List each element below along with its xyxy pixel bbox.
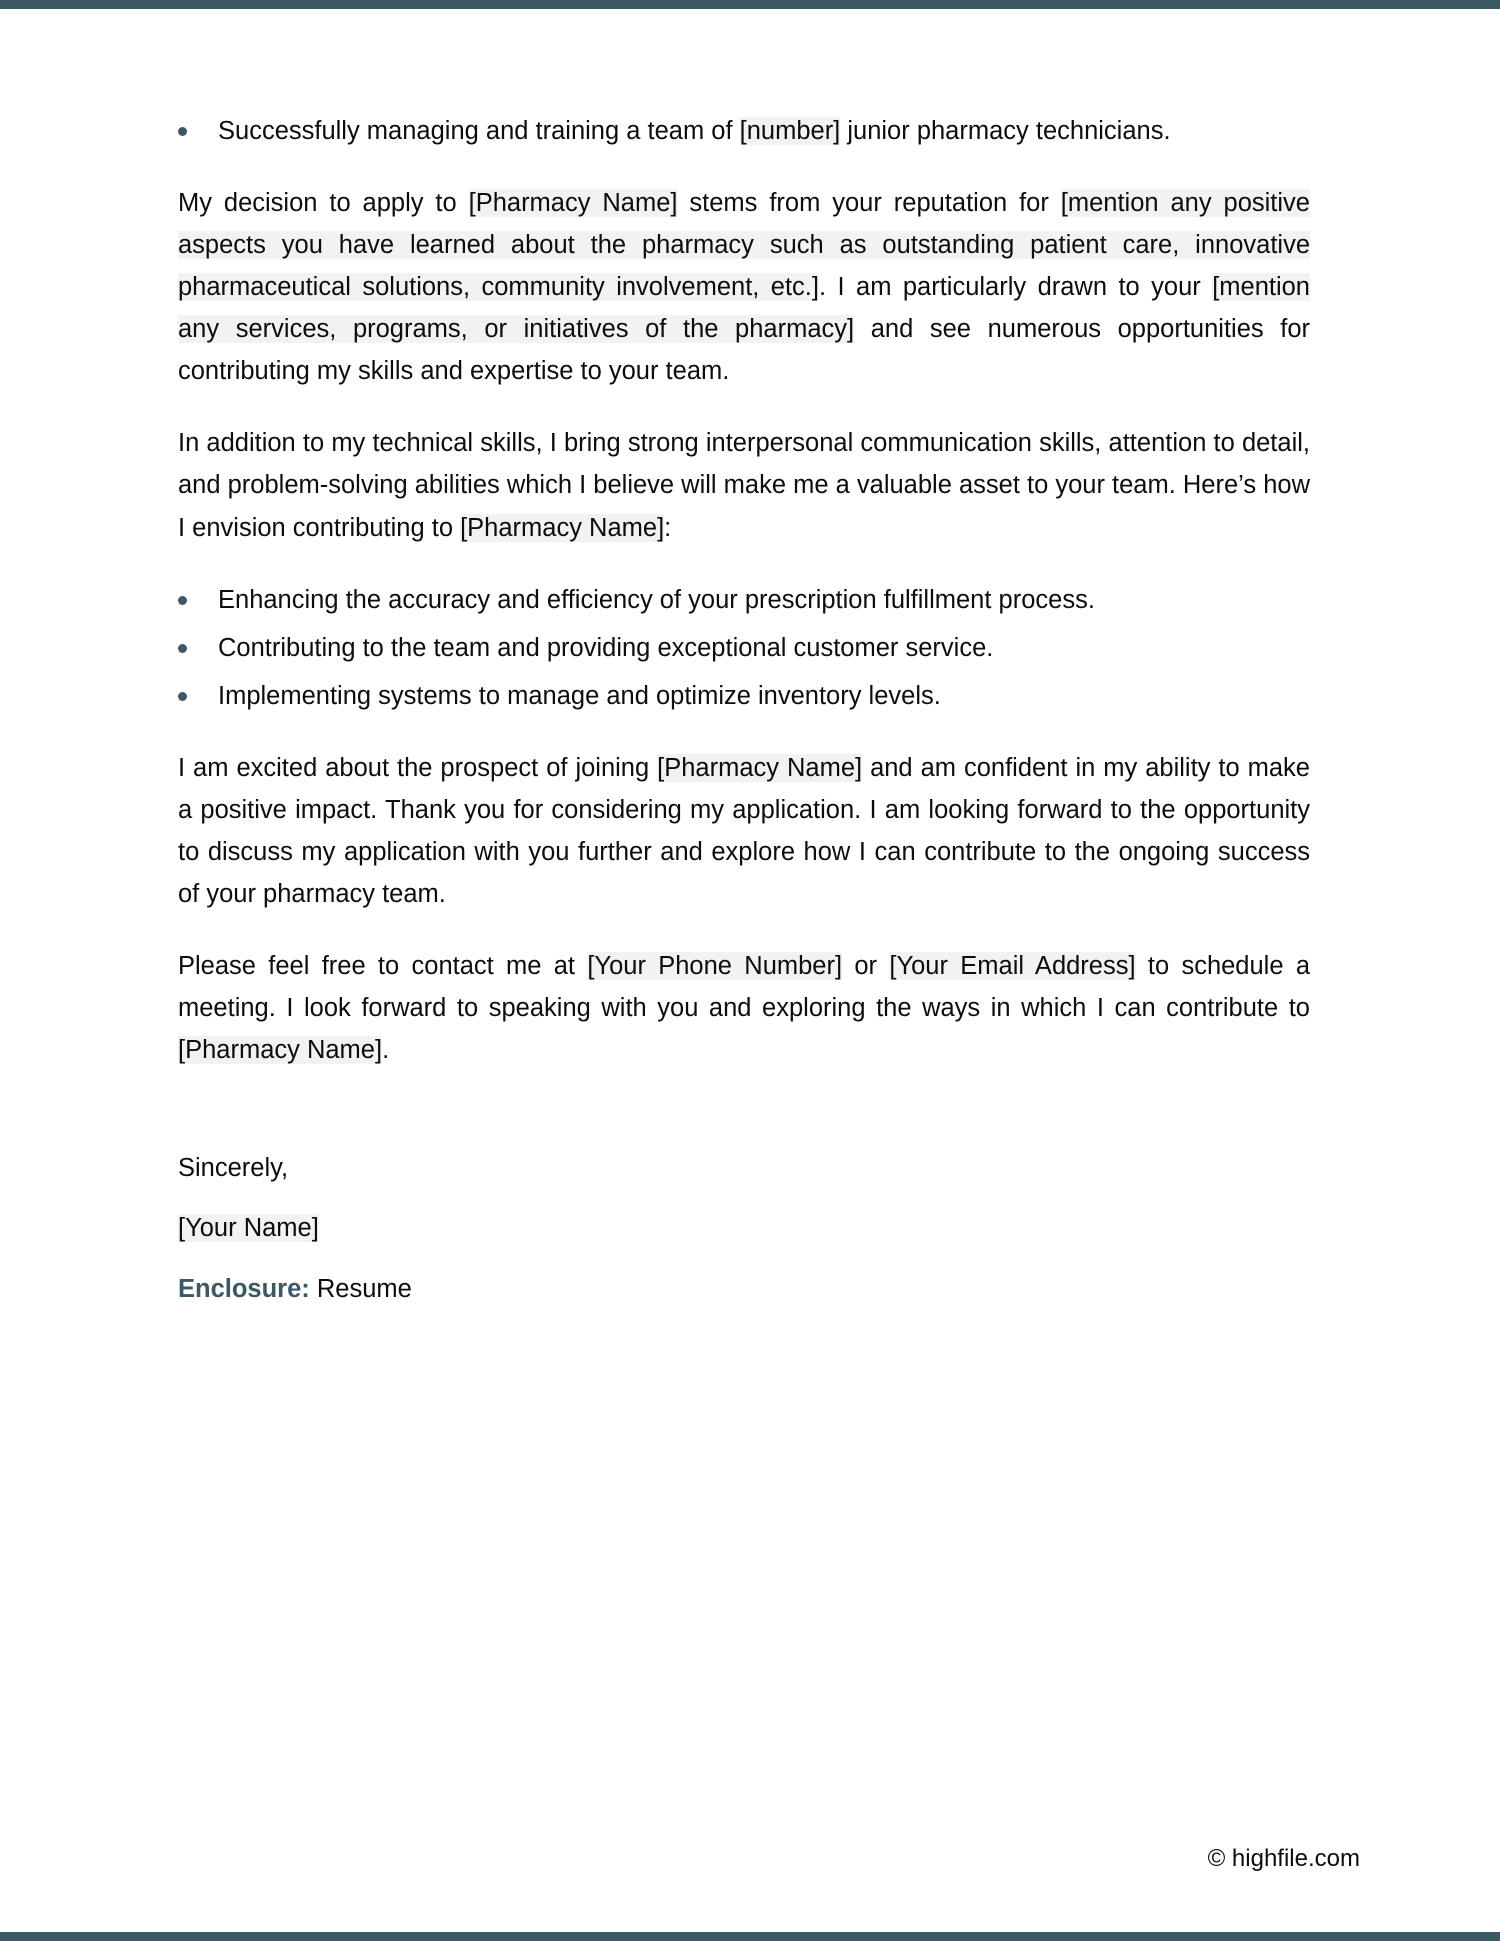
placeholder-positive-aspects: [mention any positive aspects you have learned about the pharmacy such as outstanding patient care, innovative pharmaceutical solutions, community involvement, etc.] [178,189,1310,302]
list-item [178,110,1310,152]
list-item [178,579,1310,621]
list-item [178,627,1310,669]
bullet-dot-icon [178,596,187,605]
placeholder-pharmacy-name: [Pharmacy Name] [178,1036,383,1065]
footer-credit: © highfile.com [1207,1845,1360,1872]
contribution-bullet-list [178,579,1310,717]
excitement-part-2: and am confident in my ability to make a positive impact. Thank you for considering my application. I am looking forward to the opportunity to discuss my application with you further and explore how I can contribute to the ongoing success of your pharmacy team. [178,753,1310,908]
signature-block [178,1149,1310,1308]
motivation-part-4: and see numerous opportunities for contributing my skills and expertise to your team. [178,315,1310,386]
excitement-part-1: I am excited about the prospect of joining [178,753,658,782]
contact-part-1: Please feel free to contact me at [178,952,588,980]
bullet-text-after: junior pharmacy technicians. [840,117,1171,145]
list-item-label: Enhancing the accuracy and efficiency of your prescription fulfillment process. [218,585,1095,614]
experience-bullet-list [178,110,1310,152]
placeholder-email-address: [Your Email Address] [889,952,1136,980]
page-bottom-accent-bar [0,1932,1500,1941]
placeholder-pharmacy-name: [Pharmacy Name] [468,189,678,218]
bullet-dot-icon [178,127,187,136]
enclosure-label: Enclosure: [178,1274,310,1303]
placeholder-services-programs: [mention any services, programs, or initiatives of the pharmacy] [178,273,1310,344]
enclosure-value: Resume [309,1274,412,1303]
skills-part-2: : [664,513,672,542]
contact-part-4: . [382,1036,390,1065]
placeholder-number: [number] [739,117,841,145]
bullet-dot-icon [178,644,187,653]
motivation-part-2: stems from your reputation for [677,189,1061,218]
motivation-part-3: . I am particularly drawn to your [818,273,1213,302]
skills-part-1: In addition to my technical skills, I bring strong interpersonal communication skills, attention to detail, and problem-solving abilities which I believe will make me a valuable asset to your team. Here’s how I envision contributing to [178,429,1310,542]
letter-body [178,110,1310,1308]
enclosure-line [178,1270,1310,1308]
placeholder-your-name: [Your Name] [178,1214,319,1243]
paragraph-excitement [178,747,1310,915]
paragraph-motivation [178,182,1310,392]
contact-part-2: or [842,952,890,980]
list-item [178,675,1310,717]
paragraph-contact [178,945,1310,1071]
contact-part-3: to schedule a meeting. I look forward to speaking with you and exploring the ways in which I can contribute to [178,952,1310,1023]
list-item-label: Contributing to the team and providing exceptional customer service. [218,633,994,662]
closing-salutation: Sincerely, [178,1154,289,1183]
page-top-accent-bar [0,0,1500,9]
placeholder-pharmacy-name: [Pharmacy Name] [460,513,665,542]
bullet-text-before: Successfully managing and training a team of [218,117,740,145]
paragraph-skills [178,422,1310,548]
signer-name [178,1209,1310,1247]
list-item-label: Implementing systems to manage and optimize inventory levels. [218,681,941,710]
placeholder-pharmacy-name: [Pharmacy Name] [657,753,863,782]
motivation-part-1: My decision to apply to [178,189,469,218]
placeholder-phone-number: [Your Phone Number] [587,952,843,980]
bullet-dot-icon [178,692,187,701]
